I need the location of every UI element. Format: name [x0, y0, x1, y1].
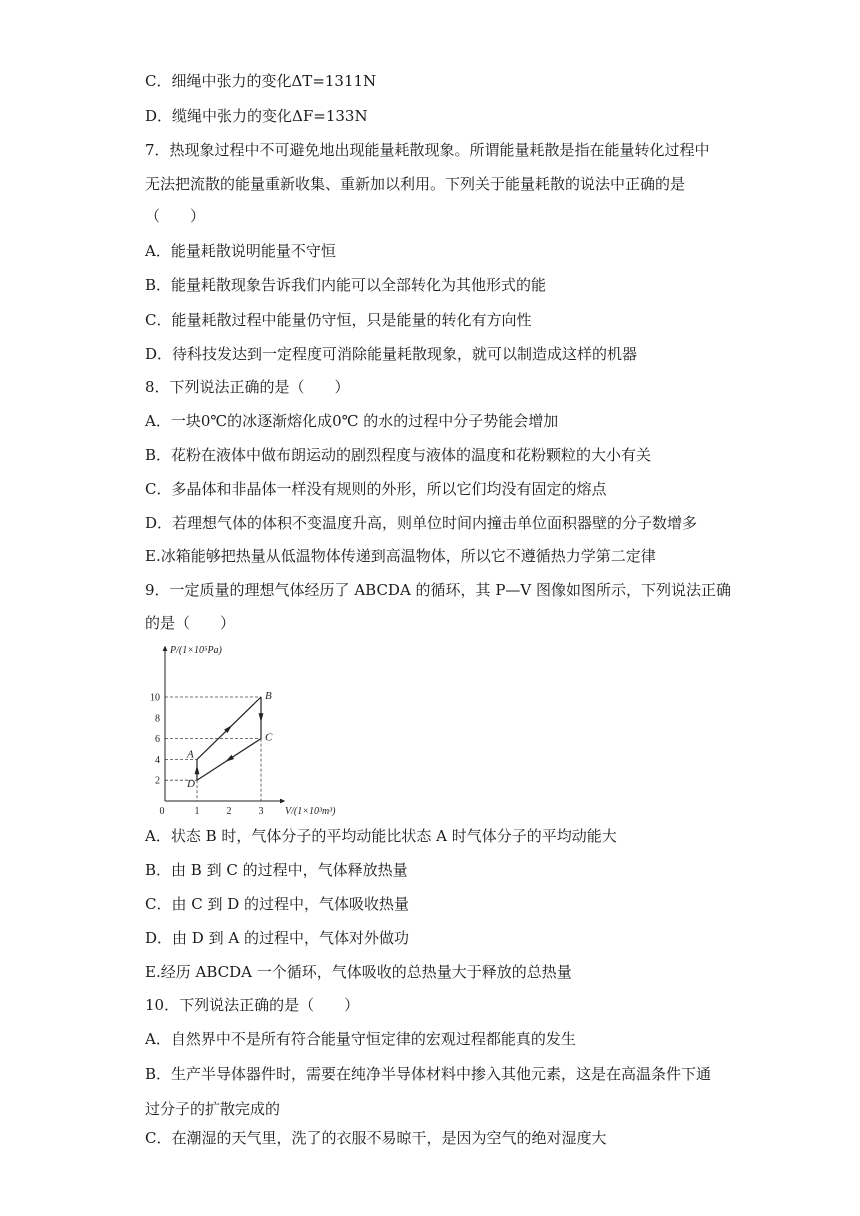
text-line-q9oe: E.经历 ABCDA 一个循环，气体吸收的总热量大于释放的总热量 [145, 963, 572, 981]
text-line-q10: 10．下列说法正确的是（ ） [145, 996, 360, 1014]
y-tick-4: 4 [155, 754, 160, 766]
point-label-B: B [265, 690, 272, 702]
point-label-D: D [187, 778, 195, 791]
pv-diagram [145, 640, 350, 818]
arrow-CD [225, 755, 234, 762]
text-line-q6c: C．细绳中张力的变化ΔT=1311N [145, 72, 377, 90]
text-line-q7oc: C．能量耗散过程中能量仍守恒，只是能量的转化有方向性 [145, 311, 532, 329]
y-tick-6: 6 [155, 734, 160, 746]
text-line-q7c: （ ） [145, 207, 206, 225]
x-tick-3: 3 [258, 806, 264, 817]
x-tick-1: 1 [194, 806, 200, 817]
arrow-DA [195, 765, 200, 774]
text-line-q8c: C．多晶体和非晶体一样没有规则的外形，所以它们均没有固定的熔点 [145, 480, 607, 498]
text-line-q10b2: 过分子的扩散完成的 [145, 1100, 281, 1118]
text-line-q9b: 的是（ ） [145, 614, 236, 632]
origin-label: 0 [159, 806, 165, 817]
text-line-q8b: B．花粉在液体中做布朗运动的剧烈程度与液体的温度和花粉颗粒的大小有关 [145, 446, 652, 464]
text-line-q8: 8．下列说法正确的是（ ） [145, 378, 350, 396]
point-label-C: C [265, 731, 273, 744]
text-line-q7a: 7．热现象过程中不可避免地出现能量耗散现象。所谓能量耗散是指在能量转化过程中 [145, 141, 710, 159]
y-tick-10: 10 [150, 692, 160, 704]
text-line-q9od: D．由 D 到 A 的过程中，气体对外做功 [145, 929, 409, 947]
text-line-q6d: D．缆绳中张力的变化ΔF=133N [145, 107, 368, 125]
text-line-q9a: 9．一定质量的理想气体经历了 ABCDA 的循环，其 P—V 图像如图所示，下列说法正确 [145, 581, 732, 599]
y-axis-label: P/(1×10⁵Pa) [170, 645, 222, 656]
y-tick-8: 8 [155, 713, 160, 725]
text-line-q8d: D．若理想气体的体积不变温度升高，则单位时间内撞击单位面积器壁的分子数增多 [145, 514, 698, 532]
text-line-q8e: E.冰箱能够把热量从低温物体传递到高温物体，所以它不遵循热力学第二定律 [145, 547, 656, 565]
y-tick-2: 2 [155, 775, 160, 787]
x-tick-2: 2 [226, 806, 232, 817]
text-line-q7ob: B．能量耗散现象告诉我们内能可以全部转化为其他形式的能 [145, 276, 547, 294]
text-line-q10a: A．自然界中不是所有符合能量守恒定律的宏观过程都能真的发生 [145, 1030, 576, 1048]
x-axis-label: V/(1×10³m³) [285, 806, 336, 817]
text-line-q9oa: A．状态 B 时，气体分子的平均动能比状态 A 时气体分子的平均动能大 [145, 827, 617, 845]
arrow-BC [259, 713, 264, 722]
text-line-q7od: D．待科技发达到一定程度可消除能量耗散现象，就可以制造成这样的机器 [145, 345, 638, 363]
text-line-q8a: A．一块0℃的冰逐渐熔化成0℃ 的水的过程中分子势能会增加 [145, 412, 559, 430]
text-line-q7b: 无法把流散的能量重新收集、重新加以利用。下列关于能量耗散的说法中正确的是 [145, 175, 686, 193]
text-line-q10b1: B．生产半导体器件时，需要在纯净半导体材料中掺入其他元素，这是在高温条件下通 [145, 1065, 712, 1083]
text-line-q9ob: B．由 B 到 C 的过程中，气体释放热量 [145, 861, 408, 879]
point-label-A: A [187, 748, 194, 761]
text-line-q9oc: C．由 C 到 D 的过程中，气体吸收热量 [145, 895, 410, 913]
text-line-q10c: C．在潮湿的天气里，洗了的衣服不易晾干，是因为空气的绝对湿度大 [145, 1129, 607, 1147]
text-line-q7oa: A．能量耗散说明能量不守恒 [145, 242, 336, 260]
